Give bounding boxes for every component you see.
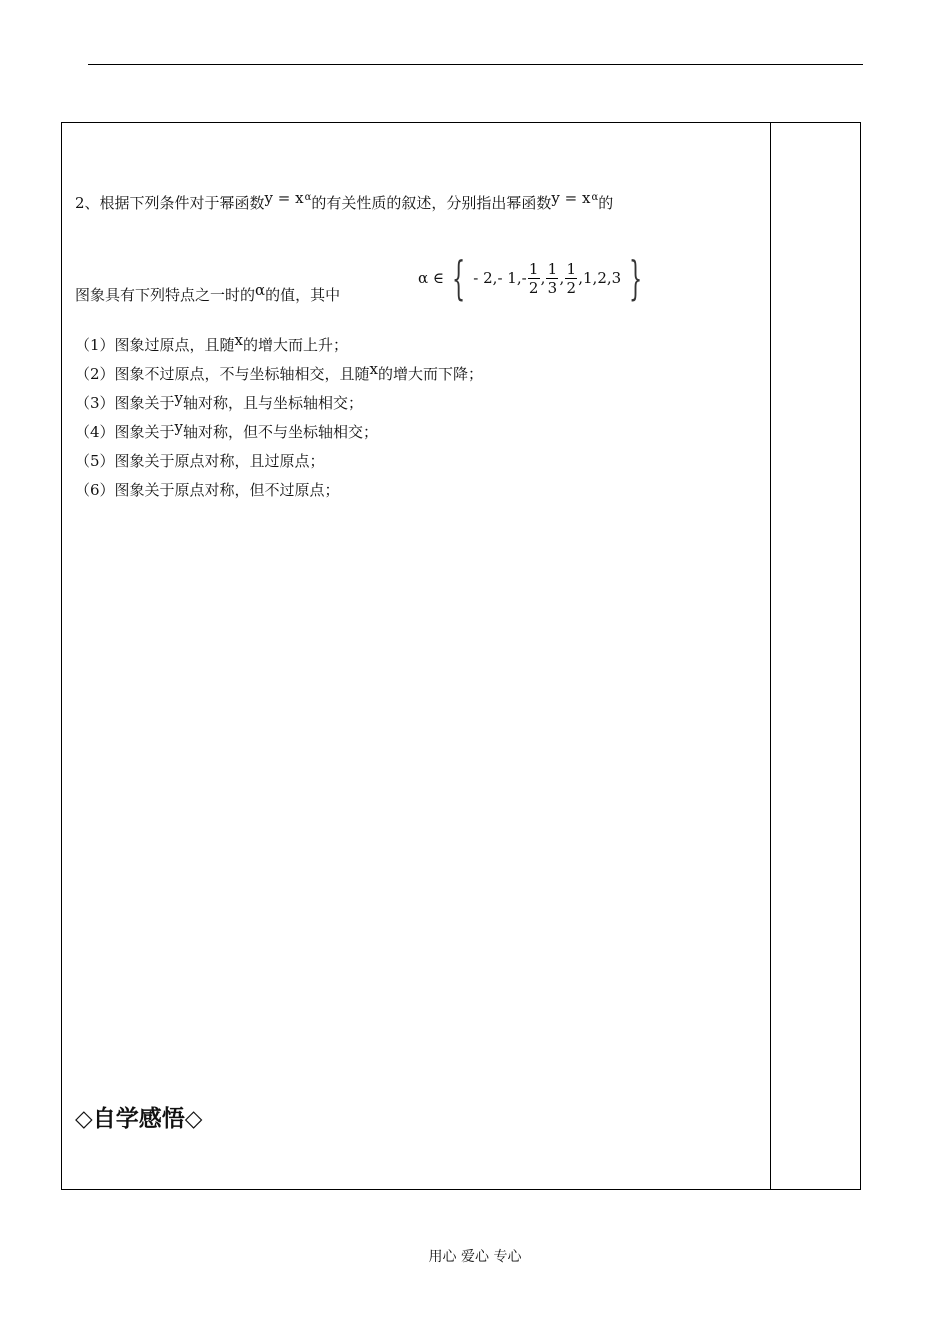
problem-text: 2、根据下列条件对于幂函数 (75, 194, 265, 212)
problem-line-2: 图象具有下列特点之一时的α的值，其中 (75, 281, 341, 304)
problem-line-1 (75, 189, 614, 216)
set-values: - 2,- 1,- (473, 269, 527, 287)
set-values: ,1,2,3 (578, 269, 622, 287)
fraction: $\frac{1}{3}$ (547, 259, 558, 297)
alpha-symbol: α ∈ (418, 269, 445, 287)
variable-symbol: x (234, 331, 244, 349)
fraction: $\frac{1}{2}$ (528, 259, 539, 297)
header-rule (88, 64, 863, 65)
condition-item: （6）图象关于原点对称，但不过原点； (75, 481, 340, 499)
variable-symbol: y (174, 389, 184, 407)
condition-item: （4）图象关于y轴对称，但不与坐标轴相交； (75, 418, 379, 441)
section-heading: ◇自学感悟◇ (75, 1106, 203, 1132)
alpha-set: α ∈ { - 2,- 1,- $\frac{1}{2}$ , $\frac{1}{3}$ , $\frac{1}{2}$ ,1,2,3 } (418, 251, 643, 305)
fraction: $\frac{1}{2}$ (566, 259, 576, 297)
left-brace: { (452, 251, 466, 305)
problem-text: 的 (598, 194, 614, 212)
variable-symbol: y (174, 418, 184, 436)
problem-text: 的有关性质的叙述，分别指出幂函数 (311, 194, 552, 212)
condition-item: （3）图象关于y轴对称，且与坐标轴相交； (75, 389, 364, 412)
condition-item: （1）图象过原点，且随x的增大而上升； (75, 331, 349, 354)
power-function-formula: $y = x^\alpha$ (264, 189, 312, 207)
variable-symbol: x (369, 360, 379, 378)
power-function-formula: $y = x^\alpha$ (551, 189, 599, 207)
page-footer: 用心 爱心 专心 (428, 1249, 522, 1265)
condition-item: （2）图象不过原点，不与坐标轴相交，且随x的增大而下降； (75, 360, 484, 383)
column-divider (770, 122, 771, 1190)
alpha-symbol: α (255, 281, 266, 299)
right-brace: } (629, 251, 643, 305)
condition-item: （5）图象关于原点对称，且过原点； (75, 452, 325, 470)
